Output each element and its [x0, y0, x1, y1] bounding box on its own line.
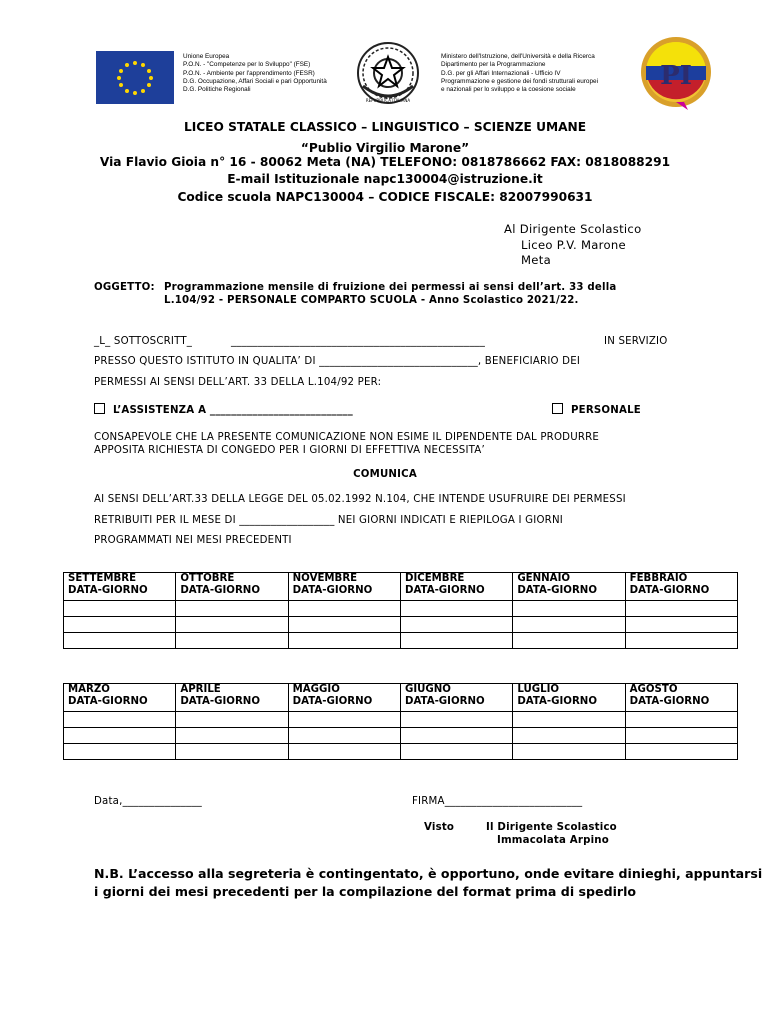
- ministry-text-block: [441, 53, 631, 94]
- date-cell[interactable]: [64, 617, 176, 633]
- school-codes: Codice scuola NAPC130004 – CODICE FISCALE: 82007990631: [177, 190, 593, 204]
- eu-flag-logo: [96, 51, 174, 104]
- month-cell: [400, 684, 512, 712]
- month-label: AGOSTO: [629, 684, 678, 695]
- date-cell[interactable]: [400, 728, 512, 744]
- date-cell[interactable]: [625, 601, 737, 617]
- month-label: MARZO: [68, 684, 110, 695]
- sub-label: DATA-GIORNO: [404, 585, 485, 596]
- sub-label: DATA-GIORNO: [292, 696, 373, 707]
- republic-emblem-icon: [355, 40, 421, 106]
- date-cell[interactable]: [64, 744, 176, 760]
- school-named-after: “Publio Virgilio Marone”: [300, 141, 470, 155]
- date-field[interactable]: Data,_______________: [94, 796, 202, 807]
- subject-line-2: L.104/92 - PERSONALE COMPARTO SCUOLA - Anno Scolastico 2021/22.: [164, 295, 579, 306]
- seal-text: REPUBBLICA ITALIANA: [365, 98, 411, 103]
- body-name-line: ________________________________________________: [231, 336, 486, 347]
- sub-label: DATA-GIORNO: [517, 585, 597, 596]
- dirigente-name: Immacolata Arpino: [497, 835, 609, 846]
- option-assistenza-label: L’ASSISTENZA A ___________________________: [113, 405, 353, 416]
- eu-line: D.G. Occupazione, Affari Sociali e pari Opportunità: [183, 77, 327, 85]
- consapevole-line-2: APPOSITA RICHIESTA DI CONGEDO PER I GIORNI DI EFFETTIVA NECESSITA’: [94, 445, 485, 456]
- date-cell[interactable]: [64, 633, 176, 649]
- month-cell: [176, 684, 288, 712]
- paragraph-line-2: RETRIBUITI PER IL MESE DI __________________ NEI GIORNI INDICATI E RIEPILOGA I GIORNI: [94, 515, 563, 526]
- school-email: E-mail Istituzionale napc130004@istruzione.it: [227, 172, 543, 186]
- ministry-line: Programmazione e gestione dei fondi strutturali europei: [441, 77, 599, 85]
- month-label: APRILE: [180, 684, 221, 695]
- month-cell: [64, 573, 176, 601]
- recipient-line: Al Dirigente Scolastico: [504, 222, 642, 236]
- date-cell[interactable]: [625, 744, 737, 760]
- month-cell: [64, 684, 176, 712]
- date-cell[interactable]: [288, 617, 400, 633]
- subject-line-1: Programmazione mensile di fruizione dei permessi ai sensi dell’art. 33 della: [164, 282, 617, 293]
- ministry-line: Ministero dell'Istruzione, dell'Università e della Ricerca: [441, 53, 595, 60]
- option-personale-label: PERSONALE: [571, 405, 641, 416]
- eu-line: Unione Europea: [183, 53, 230, 60]
- date-cell[interactable]: [513, 744, 625, 760]
- month-cell: [513, 684, 625, 712]
- month-cell: [288, 684, 400, 712]
- date-cell[interactable]: [176, 617, 288, 633]
- date-cell[interactable]: [288, 712, 400, 728]
- date-cell[interactable]: [176, 633, 288, 649]
- month-label: GENNAIO: [517, 573, 571, 584]
- paragraph-line-3: PROGRAMMATI NEI MESI PRECEDENTI: [94, 535, 292, 546]
- eu-line: P.O.N. - Ambiente per l'apprendimento (FESR): [183, 69, 315, 77]
- comunica-heading: COMUNICA: [353, 469, 417, 480]
- month-cell: [288, 573, 400, 601]
- nb-line-2: i giorni dei mesi precedenti per la compilazione del format prima di spedirlo: [94, 884, 637, 899]
- ministry-line: D.G. per gli Affari Internazionali - Ufficio IV: [441, 69, 561, 77]
- school-name: LICEO STATALE CLASSICO – LINGUISTICO – SCIENZE UMANE: [183, 120, 587, 134]
- paragraph-line-1: AI SENSI DELL’ART.33 DELLA LEGGE DEL 05.02.1992 N.104, CHE INTENDE USUFRUIRE DEI PERMESSI: [94, 494, 626, 505]
- date-cell[interactable]: [64, 601, 176, 617]
- checkbox-icon[interactable]: [94, 403, 105, 414]
- date-cell[interactable]: [400, 744, 512, 760]
- table-row: [64, 601, 738, 617]
- eu-text-block: [183, 53, 348, 94]
- date-cell[interactable]: [288, 744, 400, 760]
- subject-label: OGGETTO:: [94, 282, 155, 293]
- signature-field[interactable]: FIRMA__________________________: [412, 796, 583, 807]
- month-label: FEBBRAIO: [629, 573, 688, 584]
- sub-label: DATA-GIORNO: [629, 696, 710, 707]
- date-cell[interactable]: [176, 728, 288, 744]
- months-table-1: [63, 572, 738, 649]
- school-address: Via Flavio Gioia n° 16 - 80062 Meta (NA) TELEFONO: 0818786662 FAX: 0818088291: [99, 155, 671, 169]
- date-cell[interactable]: [625, 617, 737, 633]
- recipient-line: Meta: [521, 253, 551, 267]
- date-cell[interactable]: [513, 617, 625, 633]
- date-cell[interactable]: [513, 633, 625, 649]
- month-label: GIUGNO: [404, 684, 451, 695]
- date-cell[interactable]: [176, 712, 288, 728]
- date-cell[interactable]: [176, 744, 288, 760]
- date-cell[interactable]: [625, 633, 737, 649]
- checkbox-icon[interactable]: [552, 403, 563, 414]
- school-logo: [636, 32, 716, 112]
- date-cell[interactable]: [400, 633, 512, 649]
- month-label: OTTOBRE: [180, 573, 235, 584]
- month-cell: [513, 573, 625, 601]
- date-cell[interactable]: [64, 728, 176, 744]
- recipient-block: [504, 222, 642, 269]
- month-cell: [625, 573, 737, 601]
- ministry-line: e nazionali per lo sviluppo e la coesione sociale: [441, 86, 576, 94]
- sub-label: DATA-GIORNO: [292, 585, 373, 596]
- month-cell: [625, 684, 737, 712]
- option-assistenza[interactable]: [94, 403, 353, 416]
- months-table-2: [63, 683, 738, 760]
- date-cell[interactable]: [400, 617, 512, 633]
- table-row: [64, 744, 738, 760]
- nb-line-1: N.B. L’accesso alla segreteria è contingentato, è opportuno, onde evitare dinieghi, appuntarsi: [94, 866, 763, 881]
- dirigente-title: Il Dirigente Scolastico: [486, 822, 617, 833]
- date-cell[interactable]: [513, 712, 625, 728]
- visto-label: Visto: [424, 822, 455, 833]
- body-qualita: PRESSO QUESTO ISTITUTO IN QUALITA’ DI ______________________________, BENEFICIARIO DEI: [94, 356, 581, 367]
- month-label: DICEMBRE: [404, 573, 465, 584]
- sub-label: DATA-GIORNO: [68, 696, 148, 707]
- sub-label: DATA-GIORNO: [180, 585, 260, 596]
- month-cell: [400, 573, 512, 601]
- date-cell[interactable]: [625, 712, 737, 728]
- recipient-line: Liceo P.V. Marone: [521, 237, 626, 252]
- table-row: [64, 728, 738, 744]
- month-label: SETTEMBRE: [68, 573, 137, 584]
- date-cell[interactable]: [400, 712, 512, 728]
- table-row: [64, 712, 738, 728]
- eu-line: D.G. Politiche Regionali: [183, 86, 251, 94]
- sub-label: DATA-GIORNO: [404, 696, 485, 707]
- date-cell[interactable]: [400, 601, 512, 617]
- month-label: MAGGIO: [292, 684, 340, 695]
- ministry-line: Dipartimento per la Programmazione: [441, 61, 546, 69]
- eu-line: P.O.N. - "Competenze per lo Sviluppo" (FSE): [183, 61, 311, 69]
- body-sottoscritto: _L_ SOTTOSCRITT_: [94, 336, 193, 347]
- table-row: [64, 633, 738, 649]
- body-permessi: PERMESSI AI SENSI DELL’ART. 33 DELLA L.104/92 PER:: [94, 377, 382, 388]
- date-cell[interactable]: [288, 633, 400, 649]
- table-row: [64, 617, 738, 633]
- svg-text:PI: PI: [660, 61, 692, 91]
- option-personale[interactable]: [552, 403, 641, 416]
- date-cell[interactable]: [625, 728, 737, 744]
- consapevole-line-1: CONSAPEVOLE CHE LA PRESENTE COMUNICAZIONE NON ESIME IL DIPENDENTE DAL PRODURRE: [94, 432, 600, 443]
- sub-label: DATA-GIORNO: [517, 696, 597, 707]
- date-cell[interactable]: [176, 601, 288, 617]
- sub-label: DATA-GIORNO: [180, 696, 260, 707]
- body-in-servizio: IN SERVIZIO: [604, 336, 668, 347]
- date-cell[interactable]: [288, 728, 400, 744]
- month-label: NOVEMBRE: [292, 573, 358, 584]
- date-cell[interactable]: [513, 601, 625, 617]
- month-cell: [176, 573, 288, 601]
- date-cell[interactable]: [288, 601, 400, 617]
- sub-label: DATA-GIORNO: [68, 585, 148, 596]
- month-label: LUGLIO: [517, 684, 560, 695]
- sub-label: DATA-GIORNO: [629, 585, 710, 596]
- date-cell[interactable]: [513, 728, 625, 744]
- date-cell[interactable]: [64, 712, 176, 728]
